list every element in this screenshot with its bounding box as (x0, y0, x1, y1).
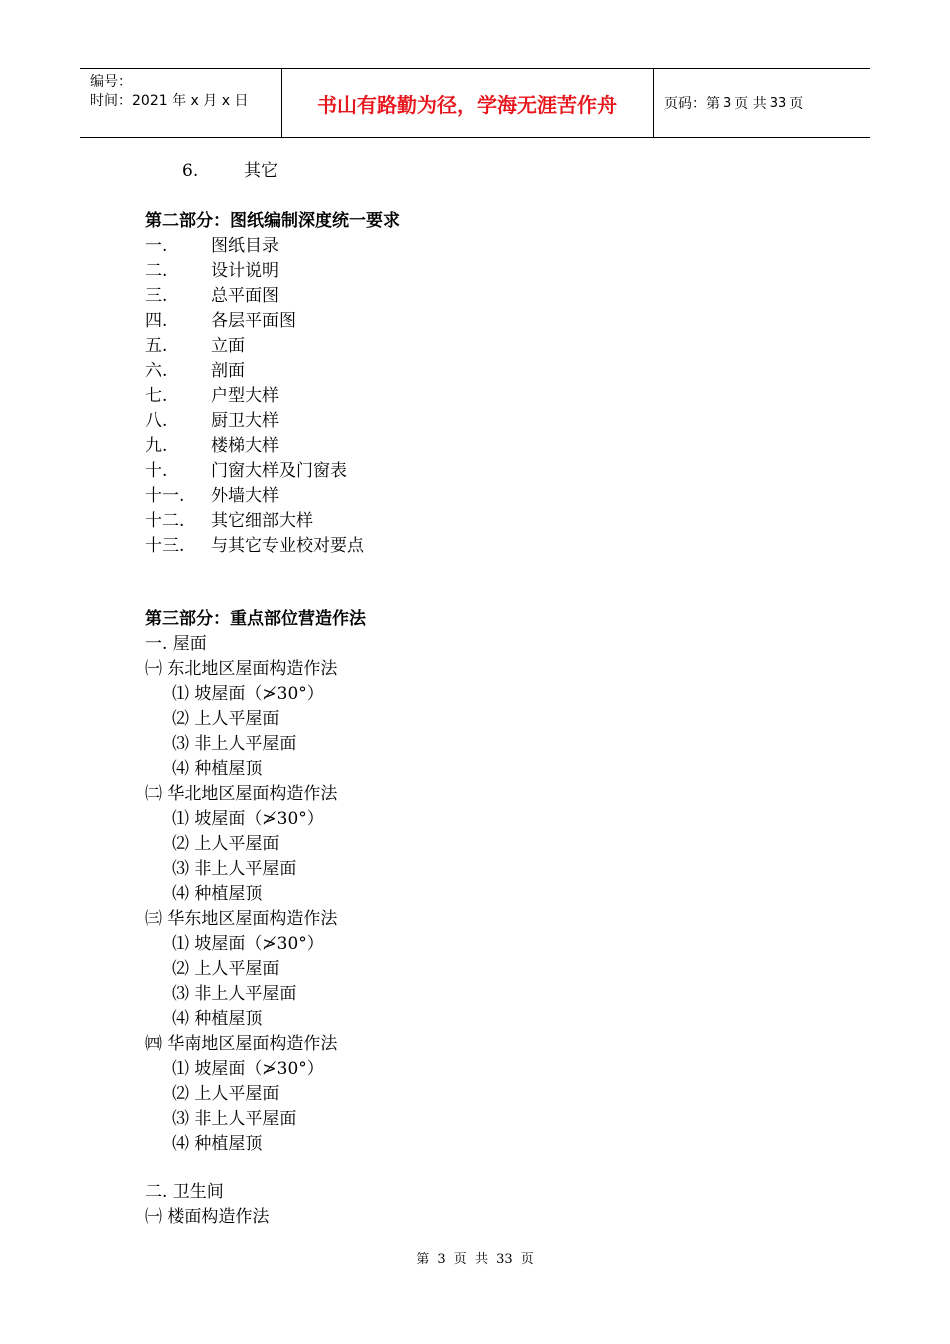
list-item (145, 460, 347, 482)
item-text: 门窗大样及门窗表 (211, 461, 347, 481)
footer-text: 页 (453, 1252, 467, 1267)
list-item: ⑴ 坡屋面（≯30°） (172, 934, 324, 954)
list-item: ⑷ 种植屋顶 (172, 1134, 263, 1154)
list-item: ⑵ 上人平屋面 (172, 709, 280, 729)
header-divider (653, 69, 654, 137)
item-text: 图纸目录 (211, 236, 279, 256)
list-item: ⑶ 非上人平屋面 (172, 984, 297, 1004)
doc-code-label: 编号： (90, 74, 132, 90)
list-item (145, 435, 279, 457)
item-text: 与其它专业校对要点 (211, 536, 364, 556)
page-total: 33 (769, 95, 787, 111)
doc-time-label: 时间：2021 年 x 月 x 日 (90, 93, 249, 109)
list-item (145, 410, 279, 432)
list-item (145, 510, 313, 532)
item-number: 九. (145, 436, 168, 456)
item-number: 十. (145, 461, 168, 481)
list-item (145, 385, 279, 407)
list-item: ⑷ 种植屋顶 (172, 884, 263, 904)
item-text: 其它细部大样 (211, 511, 313, 531)
item-number: 一. (145, 236, 168, 256)
list-item (145, 535, 364, 557)
list-item: ⑶ 非上人平屋面 (172, 734, 297, 754)
item-text: 其它 (244, 161, 278, 181)
list-item: ㈠ 楼面构造作法 (145, 1207, 270, 1227)
item-number: 十一. (145, 486, 185, 506)
subsection-title: 一. 屋面 (145, 634, 207, 654)
footer-page-number: 3 (437, 1252, 446, 1267)
item-text: 剖面 (211, 361, 245, 381)
header-meta (90, 73, 280, 111)
item-number: 二. (145, 261, 168, 281)
footer-text: 第 (416, 1252, 430, 1267)
item-number: 6. (182, 161, 199, 181)
item-number: 六. (145, 361, 168, 381)
list-item: ⑶ 非上人平屋面 (172, 859, 297, 879)
list-item: ⑶ 非上人平屋面 (172, 1109, 297, 1129)
list-item: ⑵ 上人平屋面 (172, 1084, 280, 1104)
footer-page-total: 33 (496, 1252, 513, 1267)
page-header (80, 68, 870, 138)
list-item: ⑵ 上人平屋面 (172, 834, 280, 854)
item-number: 三. (145, 286, 168, 306)
item-number: 四. (145, 311, 168, 331)
item-text: 户型大样 (211, 386, 279, 406)
item-text: 外墙大样 (211, 486, 279, 506)
list-item: ⑷ 种植屋顶 (172, 759, 263, 779)
region-heading: ㈢ 华东地区屋面构造作法 (145, 909, 338, 929)
item-number: 五. (145, 336, 168, 356)
list-item (145, 235, 279, 257)
page-number: 3 (723, 95, 732, 111)
page-suffix: 页 (789, 96, 804, 112)
item-text: 设计说明 (211, 261, 279, 281)
section-title: 第三部分：重点部位营造作法 (145, 609, 366, 629)
list-item: ⑴ 坡屋面（≯30°） (172, 684, 324, 704)
list-item: ⑷ 种植屋顶 (172, 1009, 263, 1029)
subsection-title: 二. 卫生间 (145, 1182, 224, 1202)
item-text: 立面 (211, 336, 245, 356)
page-footer (0, 1248, 950, 1267)
list-item (182, 160, 278, 182)
item-number: 七. (145, 386, 168, 406)
list-item: ⑴ 坡屋面（≯30°） (172, 1059, 324, 1079)
list-item: ⑵ 上人平屋面 (172, 959, 280, 979)
region-heading: ㈡ 华北地区屋面构造作法 (145, 784, 338, 804)
header-page-info (664, 69, 803, 137)
list-item: ⑴ 坡屋面（≯30°） (172, 809, 324, 829)
list-item (145, 360, 245, 382)
footer-text: 页 (520, 1252, 534, 1267)
item-number: 八. (145, 411, 168, 431)
item-number: 十二. (145, 511, 185, 531)
region-heading: ㈣ 华南地区屋面构造作法 (145, 1034, 338, 1054)
list-item (145, 335, 245, 357)
footer-text: 共 (474, 1252, 488, 1267)
page-mid: 页 共 (734, 96, 767, 112)
list-item (145, 310, 296, 332)
item-text: 楼梯大样 (211, 436, 279, 456)
list-item (145, 260, 279, 282)
list-item (145, 485, 279, 507)
list-item (145, 285, 279, 307)
page-prefix: 页码：第 (664, 96, 720, 112)
item-text: 厨卫大样 (211, 411, 279, 431)
region-heading: ㈠ 东北地区屋面构造作法 (145, 659, 338, 679)
item-number: 十三. (145, 536, 185, 556)
item-text: 总平面图 (211, 286, 279, 306)
item-text: 各层平面图 (211, 311, 296, 331)
header-motto: 书山有路勤为径，学海无涯苦作舟 (317, 92, 617, 117)
section-title: 第二部分：图纸编制深度统一要求 (145, 211, 400, 231)
